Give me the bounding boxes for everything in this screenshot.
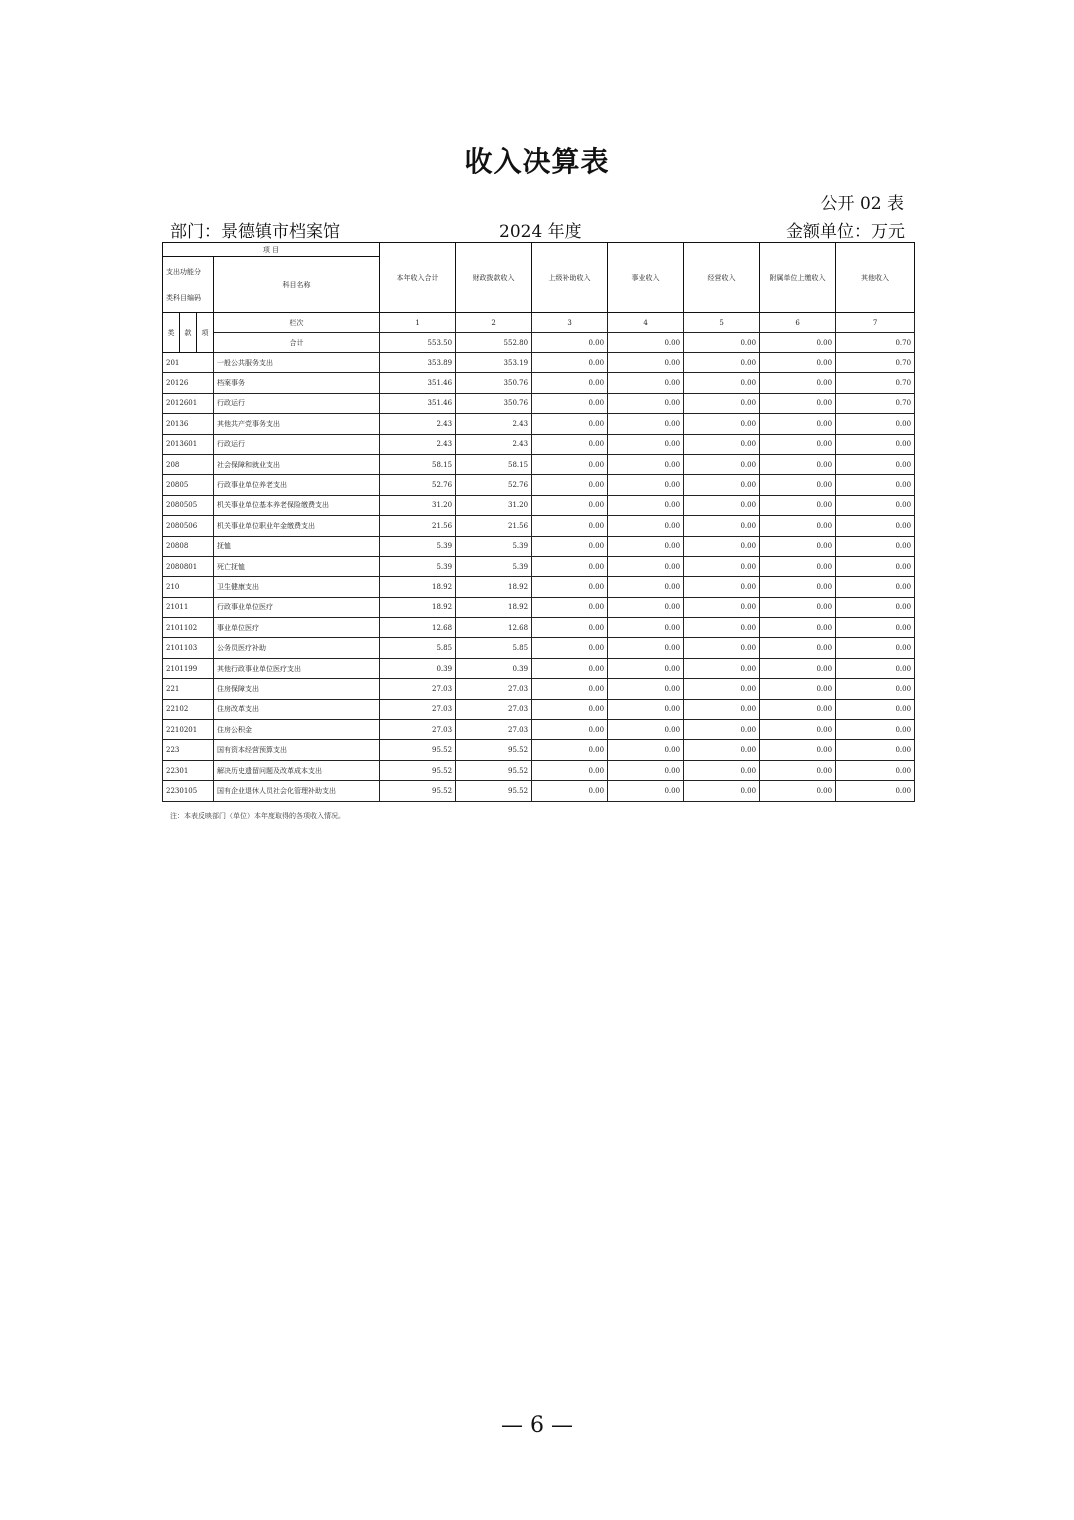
amount-cell: 0.00 [608, 495, 684, 515]
amount-cell: 0.00 [532, 781, 608, 801]
amount-cell: 0.00 [684, 495, 760, 515]
amount-cell: 0.00 [532, 475, 608, 495]
table-row [163, 760, 915, 780]
total-value-2: 552.80 [456, 333, 532, 353]
amount-cell: 52.76 [456, 475, 532, 495]
amount-cell: 0.00 [684, 597, 760, 617]
subject-code: 210 [163, 577, 214, 597]
total-value-3: 0.00 [532, 333, 608, 353]
page-title: 收入决算表 [464, 145, 610, 178]
amount-cell: 0.00 [608, 699, 684, 719]
amount-cell: 0.00 [836, 454, 915, 474]
amount-cell: 0.00 [532, 699, 608, 719]
amount-cell: 0.00 [608, 597, 684, 617]
amount-cell: 0.00 [532, 495, 608, 515]
subject-code: 21011 [163, 597, 214, 617]
amount-cell: 0.00 [760, 781, 836, 801]
amount-cell: 0.00 [836, 597, 915, 617]
amount-cell: 0.00 [608, 740, 684, 760]
amount-cell: 0.00 [608, 618, 684, 638]
amount-cell: 95.52 [456, 740, 532, 760]
project-header: 项 目 [163, 243, 380, 257]
amount-cell: 0.00 [608, 434, 684, 454]
amount-cell: 0.00 [684, 658, 760, 678]
amount-cell: 0.00 [684, 516, 760, 536]
amount-cell: 18.92 [380, 597, 456, 617]
amount-cell: 0.00 [532, 516, 608, 536]
subject-name: 行政运行 [214, 434, 380, 454]
amount-cell: 0.00 [684, 475, 760, 495]
amount-cell: 52.76 [380, 475, 456, 495]
amount-cell: 0.00 [836, 760, 915, 780]
amount-cell: 0.00 [608, 679, 684, 699]
subject-code: 201 [163, 353, 214, 373]
col-no-1: 1 [380, 313, 456, 333]
amount-cell: 0.00 [760, 373, 836, 393]
amount-cell: 0.00 [532, 597, 608, 617]
col-header-6: 附属单位上缴收入 [760, 243, 836, 313]
amount-cell: 12.68 [456, 618, 532, 638]
subject-code: 223 [163, 740, 214, 760]
amount-cell: 0.00 [684, 638, 760, 658]
amount-cell: 18.92 [456, 597, 532, 617]
amount-cell: 0.00 [608, 760, 684, 780]
subject-code: 208 [163, 454, 214, 474]
subject-code: 2101199 [163, 658, 214, 678]
amount-cell: 351.46 [380, 393, 456, 413]
table-row [163, 720, 915, 740]
amount-cell: 5.39 [456, 536, 532, 556]
lei-header: 类 [163, 313, 180, 353]
subject-name: 社会保障和就业支出 [214, 454, 380, 474]
subject-code: 2101102 [163, 618, 214, 638]
subject-name: 解决历史遗留问题及改革成本支出 [214, 760, 380, 780]
subject-name: 机关事业单位基本养老保险缴费支出 [214, 495, 380, 515]
col-header-5: 经营收入 [684, 243, 760, 313]
amount-cell: 0.00 [836, 699, 915, 719]
page-number: — 6 — [501, 1413, 573, 1438]
table-row [163, 495, 915, 515]
function-class-code-header [163, 257, 214, 313]
amount-cell: 5.39 [456, 556, 532, 576]
table-row [163, 597, 915, 617]
amount-cell: 0.00 [532, 740, 608, 760]
amount-cell: 2.43 [456, 414, 532, 434]
amount-cell: 0.00 [608, 577, 684, 597]
amount-cell: 0.00 [608, 516, 684, 536]
subject-code: 20808 [163, 536, 214, 556]
amount-cell: 0.00 [684, 679, 760, 699]
amount-cell: 0.00 [684, 740, 760, 760]
amount-cell: 0.00 [760, 556, 836, 576]
amount-cell: 0.39 [456, 658, 532, 678]
amount-cell: 0.00 [532, 393, 608, 413]
amount-cell: 0.00 [684, 760, 760, 780]
subject-name: 住房保障支出 [214, 679, 380, 699]
amount-cell: 353.89 [380, 353, 456, 373]
subject-name: 死亡抚恤 [214, 556, 380, 576]
subject-name: 一般公共服务支出 [214, 353, 380, 373]
function-class-line-1: 支出功能分 [166, 267, 201, 276]
amount-cell: 0.00 [760, 577, 836, 597]
amount-cell: 350.76 [456, 393, 532, 413]
amount-unit-label: 金额单位：万元 [786, 222, 905, 242]
col-no-5: 5 [684, 313, 760, 333]
amount-cell: 0.00 [760, 679, 836, 699]
amount-cell: 0.00 [532, 373, 608, 393]
meta-row [170, 217, 905, 241]
lanci-label: 栏次 [214, 313, 380, 333]
subject-name: 国有资本经营预算支出 [214, 740, 380, 760]
amount-cell: 0.00 [836, 720, 915, 740]
table-row [163, 373, 915, 393]
subject-code: 20126 [163, 373, 214, 393]
amount-cell: 0.00 [608, 638, 684, 658]
amount-cell: 0.00 [608, 720, 684, 740]
amount-cell: 0.00 [608, 556, 684, 576]
amount-cell: 0.00 [760, 414, 836, 434]
subject-name: 行政事业单位医疗 [214, 597, 380, 617]
amount-cell: 0.00 [684, 618, 760, 638]
amount-cell: 0.00 [760, 658, 836, 678]
table-row [163, 414, 915, 434]
subject-code: 2101103 [163, 638, 214, 658]
amount-cell: 0.00 [684, 577, 760, 597]
subject-name: 住房改革支出 [214, 699, 380, 719]
table-row [163, 536, 915, 556]
subject-name: 行政运行 [214, 393, 380, 413]
amount-cell: 0.00 [532, 658, 608, 678]
col-header-2: 财政拨款收入 [456, 243, 532, 313]
amount-cell: 2.43 [456, 434, 532, 454]
kuan-header: 款 [180, 313, 197, 353]
total-value-5: 0.00 [684, 333, 760, 353]
amount-cell: 0.00 [684, 781, 760, 801]
amount-cell: 0.00 [836, 516, 915, 536]
amount-cell: 0.70 [836, 353, 915, 373]
amount-cell: 0.00 [836, 556, 915, 576]
amount-cell: 0.00 [532, 353, 608, 373]
subject-code: 22301 [163, 760, 214, 780]
amount-cell: 0.00 [532, 414, 608, 434]
amount-cell: 0.00 [836, 618, 915, 638]
table-row [163, 638, 915, 658]
amount-cell: 21.56 [456, 516, 532, 536]
amount-cell: 27.03 [380, 720, 456, 740]
amount-cell: 18.92 [380, 577, 456, 597]
amount-cell: 5.85 [380, 638, 456, 658]
amount-cell: 0.00 [836, 434, 915, 454]
subject-name: 卫生健康支出 [214, 577, 380, 597]
amount-cell: 2.43 [380, 414, 456, 434]
amount-cell: 0.00 [608, 414, 684, 434]
amount-cell: 0.00 [684, 434, 760, 454]
amount-cell: 353.19 [456, 353, 532, 373]
table-row [163, 454, 915, 474]
col-header-1: 本年收入合计 [380, 243, 456, 313]
amount-cell: 0.00 [684, 536, 760, 556]
subject-code: 20805 [163, 475, 214, 495]
subject-name: 公务员医疗补助 [214, 638, 380, 658]
subject-code: 2080505 [163, 495, 214, 515]
subject-code: 2013601 [163, 434, 214, 454]
amount-cell: 5.39 [380, 556, 456, 576]
amount-cell: 0.00 [836, 495, 915, 515]
table-row [163, 393, 915, 413]
amount-cell: 0.00 [836, 475, 915, 495]
amount-cell: 0.00 [608, 475, 684, 495]
amount-cell: 27.03 [456, 720, 532, 740]
amount-cell: 18.92 [456, 577, 532, 597]
col-header-3: 上级补助收入 [532, 243, 608, 313]
amount-cell: 0.00 [608, 393, 684, 413]
amount-cell: 95.52 [380, 781, 456, 801]
subject-code: 2230105 [163, 781, 214, 801]
amount-cell: 27.03 [456, 679, 532, 699]
amount-cell: 351.46 [380, 373, 456, 393]
subject-code: 22102 [163, 699, 214, 719]
function-class-line-2: 类科目编码 [166, 293, 201, 302]
amount-cell: 95.52 [380, 740, 456, 760]
subject-code: 2012601 [163, 393, 214, 413]
amount-cell: 0.00 [760, 353, 836, 373]
amount-cell: 0.00 [760, 699, 836, 719]
amount-cell: 0.00 [760, 434, 836, 454]
col-no-2: 2 [456, 313, 532, 333]
amount-cell: 0.00 [608, 353, 684, 373]
subject-code: 2080801 [163, 556, 214, 576]
amount-cell: 0.00 [760, 597, 836, 617]
subject-name: 其他共产党事务支出 [214, 414, 380, 434]
col-no-6: 6 [760, 313, 836, 333]
amount-cell: 27.03 [380, 699, 456, 719]
amount-cell: 0.00 [760, 475, 836, 495]
col-no-7: 7 [836, 313, 915, 333]
amount-cell: 0.00 [532, 577, 608, 597]
amount-cell: 0.00 [836, 638, 915, 658]
subject-name: 事业单位医疗 [214, 618, 380, 638]
amount-cell: 31.20 [380, 495, 456, 515]
amount-cell: 0.00 [608, 658, 684, 678]
amount-cell: 0.00 [684, 720, 760, 740]
xiang-header: 项 [197, 313, 214, 353]
amount-cell: 0.00 [760, 638, 836, 658]
col-no-4: 4 [608, 313, 684, 333]
amount-cell: 0.00 [760, 516, 836, 536]
amount-cell: 31.20 [456, 495, 532, 515]
amount-cell: 0.00 [608, 536, 684, 556]
subject-name: 其他行政事业单位医疗支出 [214, 658, 380, 678]
total-value-7: 0.70 [836, 333, 915, 353]
col-header-7: 其他收入 [836, 243, 915, 313]
amount-cell: 0.00 [836, 414, 915, 434]
subject-name-header: 科目名称 [214, 257, 380, 313]
amount-cell: 0.00 [760, 393, 836, 413]
amount-cell: 0.00 [608, 454, 684, 474]
amount-cell: 0.00 [684, 393, 760, 413]
amount-cell: 0.00 [608, 373, 684, 393]
amount-cell: 0.00 [532, 618, 608, 638]
subject-name: 住房公积金 [214, 720, 380, 740]
amount-cell: 2.43 [380, 434, 456, 454]
amount-cell: 0.00 [532, 760, 608, 780]
total-value-1: 553.50 [380, 333, 456, 353]
subject-code: 2080506 [163, 516, 214, 536]
amount-cell: 0.00 [760, 720, 836, 740]
table-row [163, 577, 915, 597]
col-no-3: 3 [532, 313, 608, 333]
col-header-4: 事业收入 [608, 243, 684, 313]
amount-cell: 0.00 [760, 760, 836, 780]
amount-cell: 0.00 [684, 353, 760, 373]
amount-cell: 0.70 [836, 393, 915, 413]
form-number: 公开 02 表 [820, 194, 904, 214]
amount-cell: 21.56 [380, 516, 456, 536]
amount-cell: 27.03 [380, 679, 456, 699]
amount-cell: 27.03 [456, 699, 532, 719]
total-value-4: 0.00 [608, 333, 684, 353]
amount-cell: 0.00 [532, 434, 608, 454]
table-row [163, 475, 915, 495]
subject-name: 抚恤 [214, 536, 380, 556]
amount-cell: 0.00 [760, 536, 836, 556]
subject-name: 国有企业退休人员社会化管理补助支出 [214, 781, 380, 801]
amount-cell: 0.00 [532, 679, 608, 699]
amount-cell: 0.00 [532, 720, 608, 740]
table-row [163, 781, 915, 801]
fiscal-year-label: 2024 年度 [499, 222, 582, 242]
total-value-6: 0.00 [760, 333, 836, 353]
subject-name: 档案事务 [214, 373, 380, 393]
table-note: 注：本表反映部门（单位）本年度取得的各项收入情况。 [170, 812, 345, 820]
amount-cell: 0.00 [684, 414, 760, 434]
amount-cell: 0.00 [760, 618, 836, 638]
amount-cell: 0.00 [532, 638, 608, 658]
amount-cell: 0.00 [836, 536, 915, 556]
amount-cell: 0.00 [532, 454, 608, 474]
table-row [163, 699, 915, 719]
amount-cell: 350.76 [456, 373, 532, 393]
subject-name: 机关事业单位职业年金缴费支出 [214, 516, 380, 536]
amount-cell: 58.15 [380, 454, 456, 474]
table-row [163, 353, 915, 373]
income-settlement-table [162, 242, 915, 802]
table-row [163, 679, 915, 699]
table-row [163, 658, 915, 678]
amount-cell: 58.15 [456, 454, 532, 474]
amount-cell: 0.00 [684, 699, 760, 719]
total-label: 合计 [214, 333, 380, 353]
amount-cell: 0.00 [836, 679, 915, 699]
subject-code: 221 [163, 679, 214, 699]
amount-cell: 0.00 [684, 454, 760, 474]
amount-cell: 0.00 [760, 740, 836, 760]
amount-cell: 0.00 [836, 740, 915, 760]
amount-cell: 0.00 [760, 495, 836, 515]
amount-cell: 95.52 [456, 781, 532, 801]
table-row [163, 516, 915, 536]
amount-cell: 0.00 [684, 373, 760, 393]
subject-code: 2210201 [163, 720, 214, 740]
amount-cell: 0.00 [836, 577, 915, 597]
amount-cell: 0.00 [684, 556, 760, 576]
subject-name: 行政事业单位养老支出 [214, 475, 380, 495]
amount-cell: 95.52 [380, 760, 456, 780]
subject-code: 20136 [163, 414, 214, 434]
amount-cell: 0.39 [380, 658, 456, 678]
amount-cell: 0.00 [608, 781, 684, 801]
amount-cell: 5.39 [380, 536, 456, 556]
amount-cell: 0.00 [532, 536, 608, 556]
department-label: 部门：景德镇市档案馆 [170, 222, 340, 242]
table-row [163, 740, 915, 760]
amount-cell: 0.00 [836, 658, 915, 678]
amount-cell: 0.00 [532, 556, 608, 576]
table-row [163, 556, 915, 576]
amount-cell: 0.70 [836, 373, 915, 393]
amount-cell: 95.52 [456, 760, 532, 780]
table-row [163, 434, 915, 454]
amount-cell: 5.85 [456, 638, 532, 658]
table-row [163, 618, 915, 638]
amount-cell: 0.00 [836, 781, 915, 801]
amount-cell: 12.68 [380, 618, 456, 638]
amount-cell: 0.00 [760, 454, 836, 474]
